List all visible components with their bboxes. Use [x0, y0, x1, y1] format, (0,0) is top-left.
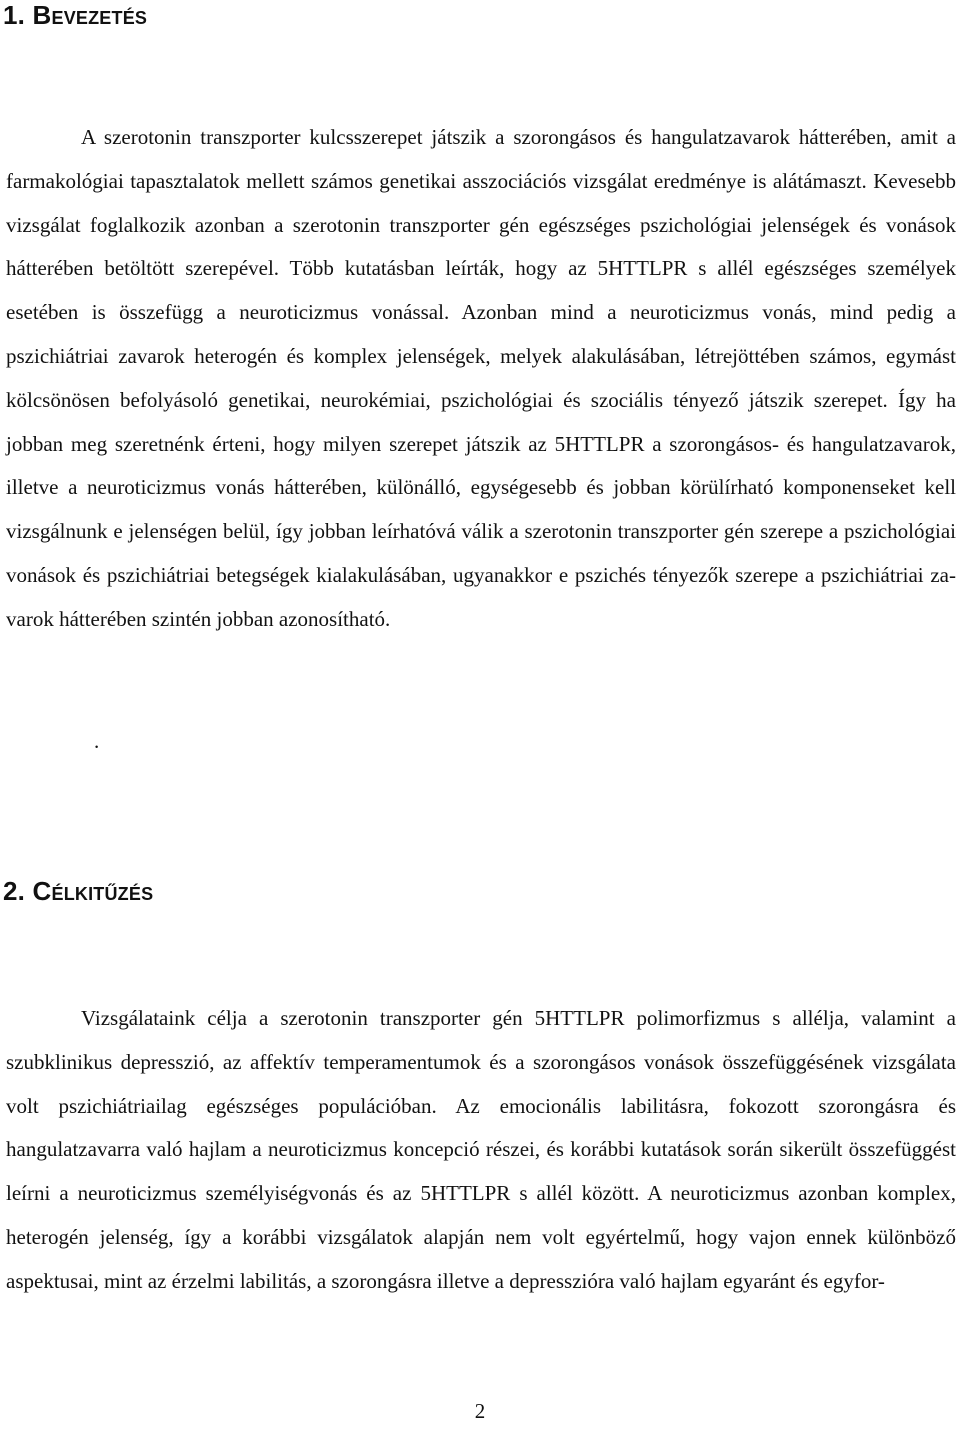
- page-number: 2: [474, 1399, 486, 1423]
- introduction-paragraph: A szerotonin transzporter kulcsszerepet játszik a szorongásos és hangulatzavarok hátterében, amit a farmakológiai tapasztalatok mellett számos genetikai asszociációs vizsgálat eredménye is alátámaszt. Kevesebb vizsgálat foglalkozik azonban a szerotonin transzporter gén egészséges pszichológiai jelenségek és vonások hátterében betöltött szerepével. Több kutatásban leírták, hogy az 5HTTLPR s allél egészséges személyek esetében is összefügg a neuroticizmus vonással. Azonban mind a neuroticizmus vonás, mind pedig a pszichiátriai zavarok heterogén és komplex jelenségek, melyek alakulásában, létrejöttében számos, egymást kölcsönösen befolyásoló genetikai, neurokémiai, pszichológiai és szociális tényező játszik szerepet. Így ha jobban meg szeretnénk érteni, hogy milyen szerepet játszik az 5HTTLPR a szorongásos- és hangulatzavarok, illetve a neuroticizmus vonás hátterében, különálló, egységesebb és jobban körülírható komponenseket kell vizsgálnunk e jelenségen belül, így jobban leírhatóvá válik a szerotonin transzporter gén szerepe a pszichológiai vonások és pszichiátriai betegségek kialakulásában, ugyanakkor e pszichés tényezők szerepe a pszichiátriai zavarok hátterében szintén jobban azonosítható.: [6, 125, 956, 631]
- objectives-paragraph: Vizsgálataink célja a szerotonin transzporter gén 5HTTLPR polimorfizmus s allélja, valamint a szubklinikus depresszió, az affektív temperamentumok és a szorongásos vonások összefüggésének vizsgálata volt pszichiátriailag egészséges populációban. Az emocionális labilitásra, fokozott szorongásra és hangulatzavarra való hajlam a neuroticizmus koncepció részei, és korábbi kutatások során sikerült összefüggést leírni a neuroticizmus személyiségvonás és az 5HTTLPR s allél között. A neuroticizmus azonban komplex, heterogén jelenség, így a korábbi vizsgálatok alapján nem volt egyértelmű, hogy vajon ennek különböző aspektusai, mint az érzelmi labilitás, a szorongásra illetve a depresszióra való hajlam egyaránt és egyfor-: [6, 1006, 956, 1293]
- stray-period-mark: .: [94, 729, 100, 753]
- section-heading-introduction: 1. Bevezetés: [3, 0, 148, 30]
- section-heading-objectives: 2. Célkitűzés: [3, 876, 154, 906]
